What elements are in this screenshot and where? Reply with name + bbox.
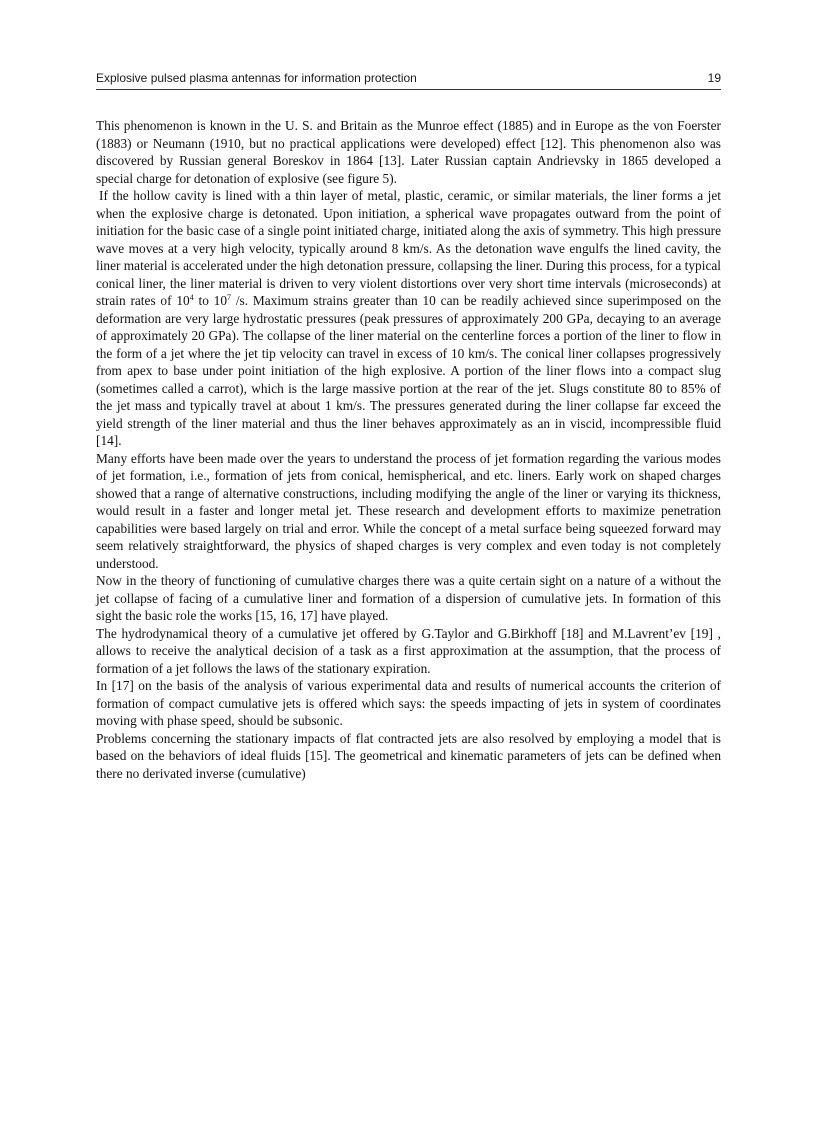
- exponent-7: 7: [227, 293, 232, 302]
- header-rule: [96, 89, 721, 90]
- paragraph-2-part-2: to 10: [193, 293, 228, 308]
- paragraph-1: This phenomenon is known in the U. S. and Britain as the Munroe effect (1885) and in Europe as the von Foerster (1883) or Neumann (1910, but no practical applications were developed) effect [12]. This phenomenon also was discovered by Russian general Boreskov in 1864 [13]. Later Russian captain Andrievsky in 1865 developed a special charge for detonation of explosive (see figure 5).: [96, 118, 721, 186]
- paragraph-6: In [17] on the basis of the analysis of various experimental data and results of numerical accounts the criterion of formation of compact cumulative jets is offered which says: the speeds impacting of jets in system of coordinates moving with phase speed, should be subsonic.: [96, 678, 721, 728]
- paragraph-5: The hydrodynamical theory of a cumulative jet offered by G.Taylor and G.Birkhoff [18] and M.Lavrent’ev [19] , allows to receive the analytical decision of a task as a first approximation at the assumption, that the process of formation of a jet follows the laws of the stationary expiration.: [96, 625, 721, 676]
- paragraph-2-part-1: If the hollow cavity is lined with a thin layer of metal, plastic, ceramic, or similar materials, the liner forms a jet when the explosive charge is detonated. Upon initiation, a spherical wave propagates outward from the point of initiation for the basic case of a single point initiated charge, initiated along the axis of symmetry. This high pressure wave moves at a very high velocity, typically around 8 km/s. As the detonation wave engulfs the lined cavity, the liner material is accelerated under the high detonation pressure, collapsing the liner. During this process, for a typical conical liner, the liner material is driven to very violent distortions over very short time intervals (microseconds) at strain rates of 10: [96, 188, 721, 308]
- running-title: Explosive pulsed plasma antennas for information protection: [96, 71, 417, 85]
- running-header: [96, 71, 721, 85]
- paragraph-3: Many efforts have been made over the years to understand the process of jet formation regarding the various modes of jet formation, i.e., formation of jets from conical, hemispherical, and etc. liners. Early work on shaped charges showed that a range of alternative constructions, including modifying the angle of the liner or varying its thickness, would result in a faster and longer metal jet. These research and development efforts to maximize penetration capabilities were based largely on trial and error. While the concept of a metal surface being squeezed forward may seem relatively straightforward, the physics of shaped charges is very complex and even today is not completely understood.: [96, 450, 721, 571]
- paragraph-2-part-3: /s. Maximum strains greater than 10 can be readily achieved since superimposed on the deformation are very large hydrostatic pressures (peak pressures of approximately 200 GPa, decaying to an average of approximately 20 GPa). The collapse of the liner material on the centerline forces a portion of the liner to flow in the form of a jet where the jet tip velocity can travel in excess of 10 km/s. The conical liner collapses progressively from apex to base under point initiation of the high explosive. A portion of the liner flows into a compact slug (sometimes called a carrot), which is the large massive portion at the rear of the jet. Slugs constitute 80 to 85% of the jet mass and typically travel at about 1 km/s. The pressures generated during the liner collapse far exceed the yield strength of the liner material and thus the liner behaves approximately as an in viscid, incompressible fluid [14].: [96, 293, 721, 448]
- body-text: [96, 117, 721, 782]
- paragraph-7: Problems concerning the stationary impacts of flat contracted jets are also resolved by employing a model that is based on the behaviors of ideal fluids [15]. The geometrical and kinematic parameters of jets can be defined when there no derivated inverse (cumulative): [96, 730, 721, 781]
- paragraph-4: Now in the theory of functioning of cumulative charges there was a quite certain sight on a nature of a without the jet collapse of facing of a cumulative liner and formation of a dispersion of cumulative jets. In formation of this sight the basic role the works [15, 16, 17] have played.: [96, 573, 721, 623]
- page-number: 19: [707, 71, 721, 85]
- exponent-4: 4: [189, 293, 194, 302]
- paragraph-2: [96, 187, 721, 450]
